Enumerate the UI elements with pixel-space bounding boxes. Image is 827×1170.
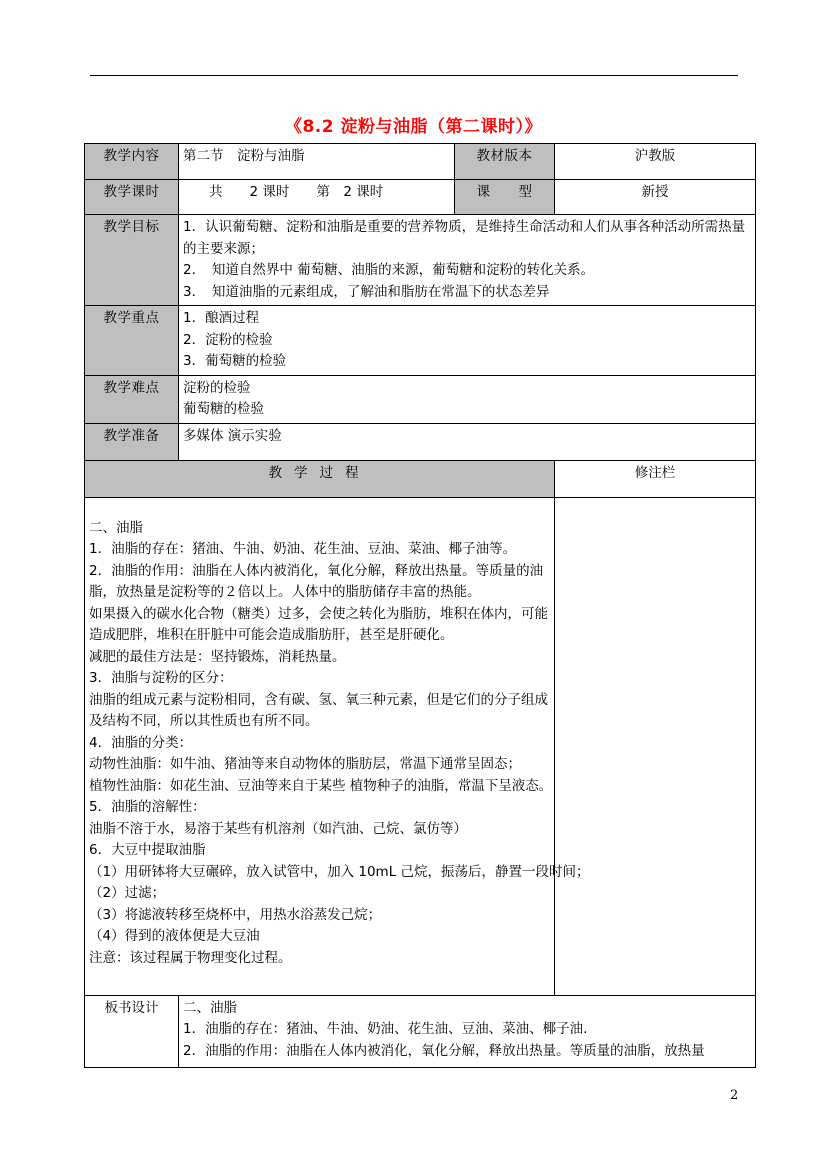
process-line: 注意：该过程属于物理变化过程。	[89, 949, 292, 966]
process-header: 教学过程	[85, 460, 555, 497]
process-line: 3．油脂与淀粉的区分：	[89, 670, 233, 686]
row-key	[85, 306, 756, 376]
process-line: 动物性油脂：如牛油、猪油等来自动物体的脂肪层，常温下通常呈固态；	[89, 756, 521, 772]
label-difficulty: 教学难点	[85, 375, 179, 423]
label-hours: 教学课时	[85, 180, 179, 215]
page-number: 2	[730, 1088, 739, 1103]
row-content	[85, 144, 756, 180]
process-line: 减肥的最佳方法是：坚持锻炼，消耗热量。	[89, 648, 346, 665]
lesson-plan-table	[84, 143, 756, 1068]
notes-header: 修注栏	[555, 460, 756, 497]
process-line: 如果摄入的碳水化合物（糖类）过多，会使之转化为脂肪，堆积在体内，可能造成肥胖，堆积在肝脏中可能会造成脂肪肝，甚至是肝硬化。	[89, 605, 548, 643]
row-goals	[85, 215, 756, 306]
value-board	[179, 995, 756, 1067]
goal-line: 3． 知道油脂的元素组成，了解油和脂肪在常温下的状态差异	[183, 283, 550, 300]
goal-line: 2． 知道自然界中 葡萄糖、油脂的来源，葡萄糖和淀粉的转化关系。	[183, 262, 595, 278]
label-prep: 教学准备	[85, 423, 179, 460]
value-type: 新授	[555, 180, 756, 215]
process-line: 油脂不溶于水，易溶于某些有机溶剂（如汽油、己烷、氯仿等）	[89, 820, 467, 837]
key-line: 3．葡萄糖的检验	[183, 353, 287, 369]
label-type: 课 型	[455, 180, 555, 215]
row-process-header	[85, 460, 756, 497]
value-edition: 沪教版	[555, 144, 756, 180]
process-line: （3）将滤液转移至烧杯中，用热水浴蒸发己烷；	[89, 906, 382, 923]
row-process	[85, 497, 756, 995]
process-line: 二、油脂	[89, 519, 143, 536]
document-title: 《8.2 淀粉与油脂（第二课时）》	[284, 117, 543, 137]
row-board	[85, 995, 756, 1067]
header-rule	[90, 75, 738, 76]
difficulty-line: 淀粉的检验	[183, 379, 251, 396]
key-line: 2．淀粉的检验	[183, 331, 273, 348]
board-line: 2．油脂的作用：油脂在人体内被消化，氧化分解，释放出热量。等质量的油脂，放热量	[183, 1042, 705, 1059]
key-line: 1．酿酒过程	[183, 310, 260, 326]
label-content: 教学内容	[85, 144, 179, 180]
process-content	[85, 497, 590, 995]
goal-line: 1．认识葡萄糖、淀粉和油脂是重要的营养物质，是维持生命活动和人们从事各种活动所需热量的主要来源；	[183, 219, 746, 257]
process-line: 油脂的组成元素与淀粉相同，含有碳、氢、氧三种元素，但是它们的分子组成及结构不同，所以其性质也有所不同。	[89, 691, 548, 729]
difficulty-line: 葡萄糖的检验	[183, 401, 264, 417]
label-board: 板书设计	[85, 995, 179, 1067]
label-goals: 教学目标	[85, 215, 179, 306]
process-line: （1）用研钵将大豆碾碎，放入试管中，加入 10mL 己烷，振荡后，静置一段时间；	[89, 863, 590, 880]
value-difficulty	[179, 375, 756, 423]
board-line: 二、油脂	[183, 999, 237, 1016]
row-difficulty	[85, 375, 756, 423]
value-key	[179, 306, 756, 376]
process-line: 4．油脂的分类：	[89, 734, 193, 751]
value-hours: 共 2 课时 第 2 课时	[179, 180, 455, 215]
row-prep	[85, 423, 756, 460]
notes-column	[555, 497, 756, 995]
process-line: 5．油脂的溶解性：	[89, 799, 206, 815]
process-line: （2）过滤；	[89, 885, 166, 901]
row-hours	[85, 180, 756, 215]
label-edition: 教材版本	[455, 144, 555, 180]
process-line: （4）得到的液体便是大豆油	[89, 928, 260, 944]
board-line: 1．油脂的存在：猪油、牛油、奶油、花生油、豆油、菜油、椰子油.	[183, 1021, 588, 1037]
value-prep: 多媒体 演示实验	[179, 423, 756, 460]
label-key: 教学重点	[85, 306, 179, 376]
process-line: 植物性油脂：如花生油、豆油等来自于某些 植物种子的油脂，常温下呈液态。	[89, 777, 553, 794]
process-line: 2．油脂的作用：油脂在人体内被消化，氧化分解，释放出热量。等质量的油脂，放热量是淀粉等的２倍以上。人体中的脂肪储存丰富的热能。	[89, 562, 544, 600]
value-content: 第二节 淀粉与油脂	[179, 144, 455, 180]
process-line: 6．大豆中提取油脂	[89, 842, 206, 858]
value-goals	[179, 215, 756, 306]
process-line: 1．油脂的存在：猪油、牛油、奶油、花生油、豆油、菜油、椰子油等。	[89, 541, 517, 557]
